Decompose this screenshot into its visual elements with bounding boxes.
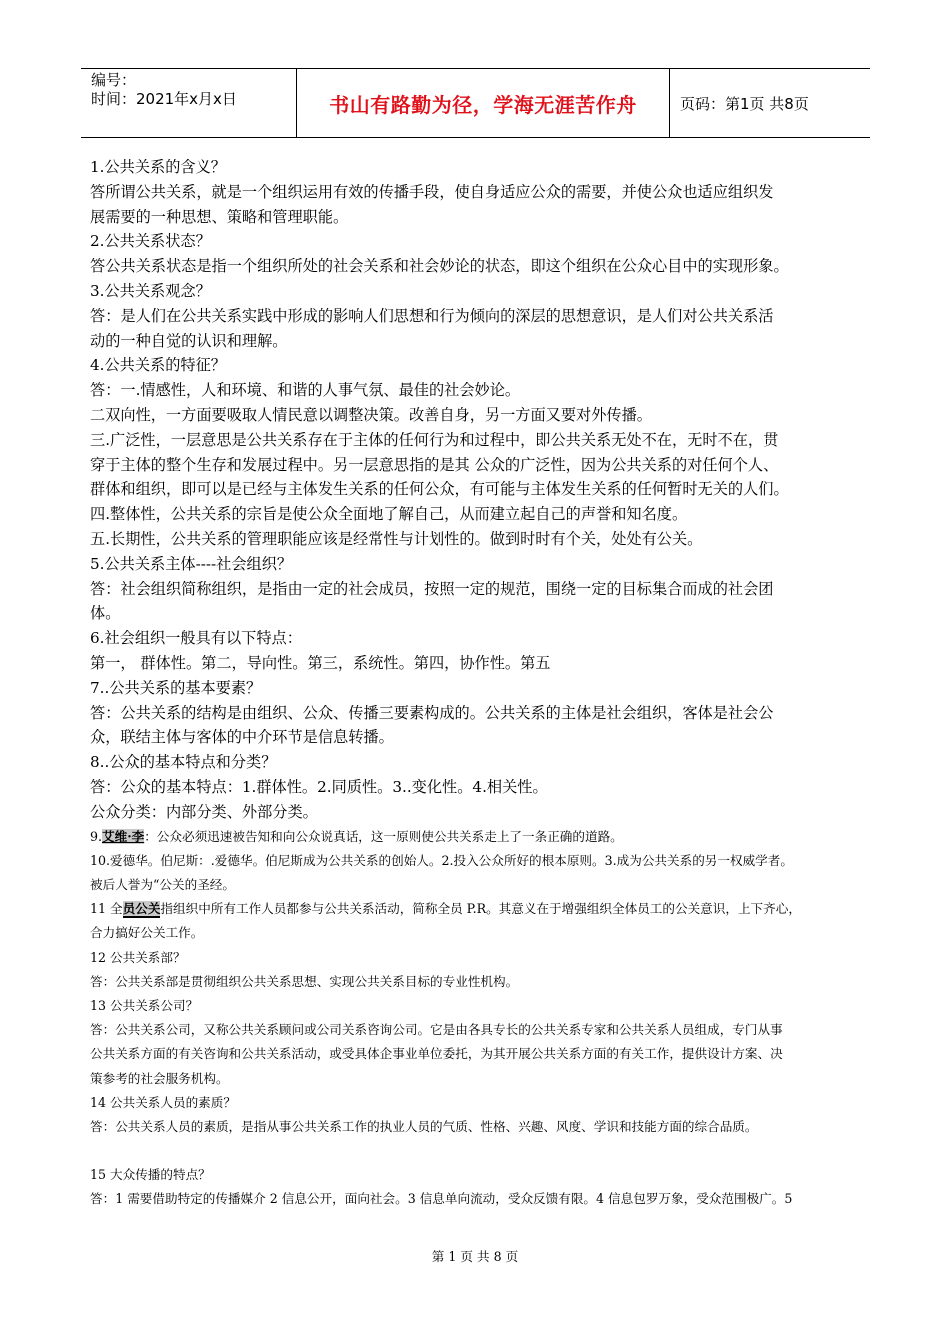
answer-line: 公众分类：内部分类、外部分类。 xyxy=(90,802,318,821)
question-heading: 4.公共关系的特征？ xyxy=(90,356,226,375)
answer-line: 答公共关系状态是指一个组织所处的社会关系和社会妙论的状态，即这个组织在公众心目中的实现形象。 xyxy=(90,257,789,276)
question-heading: 15 大众传播的特点？ xyxy=(90,1167,211,1183)
answer-line: 二双向性，一方面要吸取人情民意以调整决策。改善自身，另一方面又要对外传播。 xyxy=(90,405,652,424)
answer-line xyxy=(90,897,868,921)
question-heading: 3.公共关系观念？ xyxy=(90,281,211,300)
item-number: 11 全 xyxy=(90,901,123,917)
answer-line: 答：公共关系部是贯彻组织公共关系思想、实现公共关系目标的专业性机构。 xyxy=(90,973,519,989)
answer-line: 答：公共关系的结构是由组织、公众、传播三要素构成的。公共关系的主体是社会组织，客体是社会公 xyxy=(90,703,774,722)
answer-line xyxy=(90,825,868,849)
answer-line: 四.整体性，公共关系的宗旨是使公众全面地了解自己，从而建立起自己的声誉和知名度。 xyxy=(90,505,688,524)
answer-line: 10.爱德华。伯尼斯：.爱德华。伯尼斯成为公共关系的创始人。2.投入公众所好的根本原则。3.成为公共关系的另一权威学者。 xyxy=(90,852,793,868)
highlighted-name: 艾维·李 xyxy=(102,828,145,844)
answer-line: 众，联结主体与客体的中介环节是信息转播。 xyxy=(90,728,394,747)
number-label: 编号： xyxy=(91,71,137,89)
answer-line: 动的一种自觉的认识和理解。 xyxy=(90,331,288,350)
answer-line: 群体和组织，即可以是已经与主体发生关系的任何公众，有可能与主体发生关系的任何暂时无关的人们。 xyxy=(90,480,789,499)
blank-line xyxy=(90,1139,868,1163)
question-heading: 13 公共关系公司？ xyxy=(90,997,199,1013)
answer-line: 体。 xyxy=(90,604,121,623)
answer-line: 答：公共关系公司，又称公共关系顾问或公司关系咨询公司。它是由各具专长的公共关系专家和公共关系人员组成，专门从事 xyxy=(90,1022,783,1038)
header-page-number: 页码：第1页 共8页 xyxy=(680,94,809,113)
answer-line: 第一， 群体性。第二，导向性。第三，系统性。第四，协作性。第五 xyxy=(90,653,551,672)
item-number: 9. xyxy=(90,828,103,844)
answer-line: 三.广泛性，一层意思是公共关系存在于主体的任何行为和过程中，即公共关系无处不在，无时不在，贯 xyxy=(90,430,779,449)
answer-line: 答：一.情感性，人和环境、和谐的人事气氛、最佳的社会妙论。 xyxy=(90,381,521,400)
question-heading: 5.公共关系主体----社会组织？ xyxy=(90,554,293,573)
document-body xyxy=(90,155,868,1212)
question-heading: 1.公共关系的含义？ xyxy=(90,158,226,176)
document-header xyxy=(81,68,870,138)
answer-line: 答所谓公共关系，就是一个组织运用有效的传播手段，使自身适应公众的需要，并使公众也适应组织发 xyxy=(90,182,774,201)
answer-text: ：公众必须迅速被告知和向公众说真话，这一原则使公共关系走上了一条正确的道路。 xyxy=(144,828,623,844)
answer-line: 策参考的社会服务机构。 xyxy=(90,1070,229,1086)
question-heading: 12 公共关系部？ xyxy=(90,949,186,965)
answer-text: 指组织中所有工作人员都参与公共关系活动，简称全员 P.R。其意义在于增强组织全体员工的公关意识，上下齐心， xyxy=(160,901,801,917)
answer-line: 答：是人们在公共关系实践中形成的影响人们思想和行为倾向的深层的思想意识，是人们对公共关系活 xyxy=(90,306,774,325)
time-label: 时间：2021年x月x日 xyxy=(91,90,237,108)
header-meta xyxy=(81,69,297,137)
question-heading: 7..公共关系的基本要素？ xyxy=(90,678,262,697)
answer-line: 被后人誉为“公关的圣经。 xyxy=(90,876,235,892)
answer-line: 合力搞好公关工作。 xyxy=(90,925,204,941)
question-heading: 8..公众的基本特点和分类？ xyxy=(90,753,277,772)
highlighted-term: 员公关 xyxy=(122,901,161,917)
answer-line: 答：公众的基本特点：1.群体性。2.同质性。3..变化性。4.相关性。 xyxy=(90,777,548,796)
question-heading: 2.公共关系状态？ xyxy=(90,232,211,251)
answer-line: 答：社会组织简称组织，是指由一定的社会成员，按照一定的规范，围绕一定的目标集合而成的社会团 xyxy=(90,579,774,598)
answer-line: 展需要的一种思想、策略和管理职能。 xyxy=(90,207,349,226)
answer-line: 五.长期性，公共关系的管理职能应该是经常性与计划性的。做到时时有个关，处处有公关。 xyxy=(90,529,703,548)
page-footer: 第 1 页 共 8 页 xyxy=(431,1249,519,1264)
question-heading: 14 公共关系人员的素质？ xyxy=(90,1094,236,1110)
answer-line: 答：公共关系人员的素质，是指从事公共关系工作的执业人员的气质、性格、兴趣、风度、学识和技能方面的综合品质。 xyxy=(90,1118,758,1134)
answer-line: 穿于主体的整个生存和发展过程中。另一层意思指的是其 公众的广泛性，因为公共关系的对任何个人、 xyxy=(90,455,779,474)
answer-line: 公共关系方面的有关咨询和公共关系活动，或受具体企事业单位委托，为其开展公共关系方面的有关工作，提供设计方案、决 xyxy=(90,1046,783,1062)
question-heading: 6.社会组织一般具有以下特点： xyxy=(90,629,302,648)
header-motto: 书山有路勤为径，学海无涯苦作舟 xyxy=(297,69,670,137)
answer-line: 答：1 需要借助特定的传播媒介 2 信息公开，面向社会。3 信息单向流动，受众反馈有限。4 信息包罗万象，受众范围极广。5 xyxy=(90,1191,793,1207)
